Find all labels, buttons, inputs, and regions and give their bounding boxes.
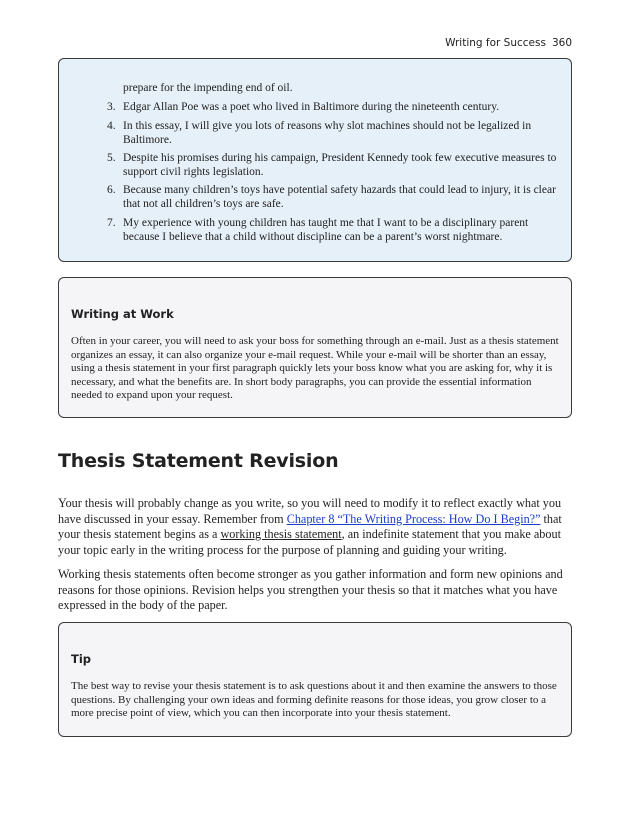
list-item: [107, 151, 559, 179]
list-item: [107, 183, 559, 211]
exercise-list-box: [58, 58, 572, 262]
tip-text: The best way to revise your thesis statement is to ask questions about it and then examine the answers to those questions. By challenging your own ideas and forming definite reasons for those ideas, you grow closer to a more precise point of view, which you can then incorporate into your thesis statement.: [71, 680, 557, 719]
writing-at-work-box: [58, 277, 572, 418]
writing-at-work-text: Often in your career, you will need to ask your boss for something through an e-mail. Just as a thesis statement organizes an essay, it can also organize your e-mail request. While your e-mail will be shorter than an essay, using a thesis statement in your first paragraph quickly lets your boss know what you are asking for, why it is necessary, and what the benefits are. In short body paragraphs, you can provide the essential information needed to expand upon your request.: [71, 335, 559, 401]
list-item-text: Edgar Allan Poe was a poet who lived in Baltimore during the nineteenth century.: [123, 101, 500, 113]
list-item-number: 5.: [107, 152, 116, 164]
list-item: [107, 119, 559, 147]
section-heading: Thesis Statement Revision: [58, 450, 339, 472]
tip-title: Tip: [71, 652, 92, 666]
list-item-text: Because many children’s toys have potential safety hazards that could lead to injury, it is clear that not all children’s toys are safe.: [123, 184, 556, 210]
list-item-number: 6.: [107, 184, 116, 196]
paragraph-2: Working thesis statements often become stronger as you gather information and form new opinions and reasons for those opinions. Revision helps you strengthen your thesis so that it matches what you have expressed in the body of the paper.: [58, 567, 563, 612]
running-header: [445, 37, 572, 49]
list-item-text: In this essay, I will give you lots of reasons why slot machines should not be legalized in Baltimore.: [123, 120, 532, 146]
list-continuation: prepare for the impending end of oil.: [123, 82, 293, 94]
list-item-text: My experience with young children has taught me that I want to be a disciplinary parent because I believe that a child without discipline can be a parent’s worst nightmare.: [123, 217, 529, 243]
list-item-number: 3.: [107, 101, 116, 113]
running-title: Writing for Success: [445, 37, 546, 49]
list-item: [107, 216, 559, 244]
list-item-number: 7.: [107, 217, 116, 229]
tip-box: [58, 622, 572, 737]
list-item-text: Despite his promises during his campaign, President Kennedy took few executive measures to support civil rights legislation.: [123, 152, 557, 178]
paragraph-1: Your thesis will probably change as you write, so you will need to modify it to reflect exactly what you have discussed in your essay. Remember from Chapter 8 “The Writing Process: How Do I Begin?” that your thesis statement begins as a working thesis statement, an indefinite statement that you make about your topic early in the writing process for the purpose of planning and guiding your writing.: [58, 496, 562, 557]
chapter-8-link[interactable]: Chapter 8 “The Writing Process: How Do I Begin?”: [286, 511, 541, 526]
page-number: 360: [551, 37, 572, 49]
key-term: working thesis statement: [220, 527, 342, 541]
writing-at-work-title: Writing at Work: [71, 307, 174, 321]
list-item-number: 4.: [107, 120, 116, 132]
list-item: [107, 100, 559, 114]
